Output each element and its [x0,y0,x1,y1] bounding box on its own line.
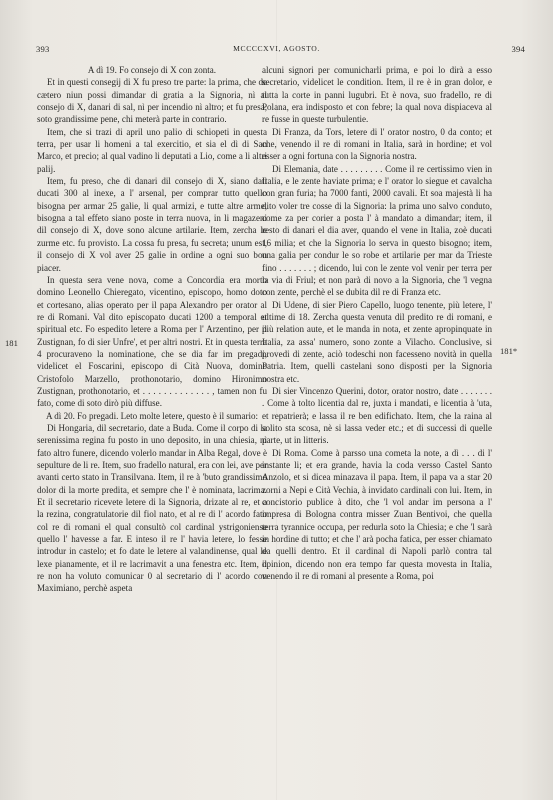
entry-heading: A dì 19. Fo consejo di X con zonta. [87,65,217,75]
paragraph: Di Franza, da Tors, letere di l' orator nostro, 0 da conto; et che, venendo il re di romani in Italia, sarà in hordine; et vol esser a ogni fortuna con la Signoria nostra. [262,126,492,162]
entry-heading: A dì 20. Fo pregadi. Leto molte letere, questo è il sumario: [45,410,259,421]
paragraph: Et in questi consegij di X fu preso tre parte: la prima, che de cætero niun possi dimandar di gratia a la Signoria, nì al consejo di X, danari di sal, nì per incendio nì altro; et fu presa, soto grandissime pene, chi meterà parte in contrario. [37,77,267,125]
paragraph: In questa sera vene nova, come a Concordia era morto domino Leonello Chieregato, vicentino, episcopo, homo doto et cortesano, alias operato per il papa Alexandro per orator al re di Romani. Val dito episcopato ducati 1200 a temporal et spiritual etc. Fo espedito letere a Roma per l' Arzentino, per il Zustignan, fo di sier Unfre', et per altri nostri. Et in questa terra 4 procuraveno la nominatione, che se dia far im pregadi, videlicet el Foscarini, episcopo di Cità Nuova, domino Cristofolo Marzello, prothonotario, domino Hironimo Zustignan, prothonotario, et . . . . . . . . . . . . . , tamen non fu fato, come di soto dirò più diffuse. [37,274,267,409]
left-column [37,64,267,595]
paragraph: Di sier Vincenzo Querini, dotor, orator nostro, date . . . . . . . . Come à tolto licentia dal re, juxta i mandati, e licentia à 'uta, et repatrierà; e lassa il re ben edifichato. Item, che la raina al solito sta scosa, nè si lassa veder etc.; et di successi di quelle parte, ut in litteris. [262,385,492,446]
running-title: MCCCCXVI, AGOSTO. [233,44,320,53]
paragraph: Di Elemania, date . . . . . . . . . Come il re certissimo vien in Italia, e le zente haviate prima; e l' orator lo siegue et cavalcha con gran furia; ha 7000 fanti, 2000 cavali. Et soa majestà li ha dito voler tre cosse di la Signoria: la prima uno salvo conduto, come za per corier a posta l' à mandato a dimandar; item, il resto di danari el dia aver, quando el vene in Italia, zoè ducati 16 milia; et che la Signoria lo serva in questo bisogno; item, una galia per condur le so robe et artilarie per mar da Trieste fino . . . . . . . ; dicendo, lui con le zente vol venir per terra per la via di Friul; et non parà di novo a la Signoria, che 'l vegna con zente, perchè el se dubita dil re di Franza etc. [262,163,492,298]
margin-note-right: 181* [500,346,518,356]
margin-note-left: 181 [5,338,18,348]
paragraph: Item, che si trazi di april uno palio di schiopeti in questa terra, per usar li homeni a tal exercitio, et sia el dì di San Marco, et precio; al qual vadino li deputati a Lio, come a li altri palij. [37,126,267,174]
page-number-left: 393 [36,44,50,54]
paragraph: Di Roma. Come à parsso una cometa la note, a dì . . . di l' instante li; et era grande, havia la coda versso Castel Santo Anzolo, et si dicea minazava il papa. Item, il papa va a star 20 zorni a Nepi e Cità Vechia, à invidato cardinali con lui. Item, in concistorio publice à dito, che 'l vol andar im persona a l' impresa di Bologna contra misser Zuan Bentivoi, che quella terra tyrannice occupa, per redurla soto la Chiesia; e che 'l sarà in hordine di tutto; et che l' arà pocha fatica, per esser chiamato da quelli dentro. Et il cardinal di Napoli parlò contra tal opinion, dicendo non era tempo far questa movesta in Italia, venendo il re di romani al presente a Roma, poi [262,447,492,582]
page-number-right: 394 [511,44,525,54]
paragraph: alcuni signori per comunicharli prima, e poi lo dirà a esso secretario, videlicet le condition. Item, il re è in gran dolor, e tutta la corte in panni lugubri. Et è nova, suo fradello, re di Polana, era indisposto et con febre; la qual nova dispiaceva al re fusse in queste turbulentie. [262,65,492,125]
paragraph: Di Udene, di sier Piero Capello, luogo tenente, più letere, l' ultime di 18. Zercha questa venuta dil predito re di romani, e più relation aute, et le manda in nota, et zente apropinquate in Italia, za assa' numero, sono zonte a Vilacho. Conclusive, si provedi di zente, aciò todeschi non facesseno novità in quella Patria. Item, quelli castelani sono disposti per la Signoria nostra etc. [262,299,492,384]
paragraph: Item, fu preso, che di danari dil consejo di X, siano dati ducati 300 al inexe, a l' arsenal, per comprar tutto quello bisogna per armar 25 galie, li qual armizi, e tutte altre arme, bisogna a tal effeto siano poste in terra nuova, in li magazeni dil consejo di X, dove sono alcune artilarie. Item, zercha le zurme etc. fu provisto. La cossa fu presa, fu secreta; unum est, il consejo di X vol aver 25 galie in ordine a ogni suo bon piacer. [37,176,267,273]
right-column [262,64,492,582]
paragraph: Di Hongaria, dil secretario, date a Buda. Come il corpo di la serenissima regina fu posto in uno deposito, in una chiesia, nì fato altro funere, dicendo volerlo mandar in Alba Regal, dove è sepulture de li re. Item, suo fradello natural, era con lei, ave per avanti certo stato in Transilvana. Item, il re à 'buto grandissimo dolor di la morte predita, et sempre che l' è nominata, lacrima. Et il secretario ricevete letere di la Signoria, drizate al re, et a la rezina, congratulatorie dil fiol nato, et al re di l' acordo fato col re di romani el qual consultò col cardinal ystrigoniense quello l' havesse a far. E inteso il re l' havia letere, lo fesse introdur in castelo; et fo date le letere al valandinense, qual le lexe pianamente, et il re lacrimavit a una fenestra etc. Item, il re non ha voluto comunicar 0 al secretario di l' acordo con Maximiano, perchè aspeta [37,422,267,594]
